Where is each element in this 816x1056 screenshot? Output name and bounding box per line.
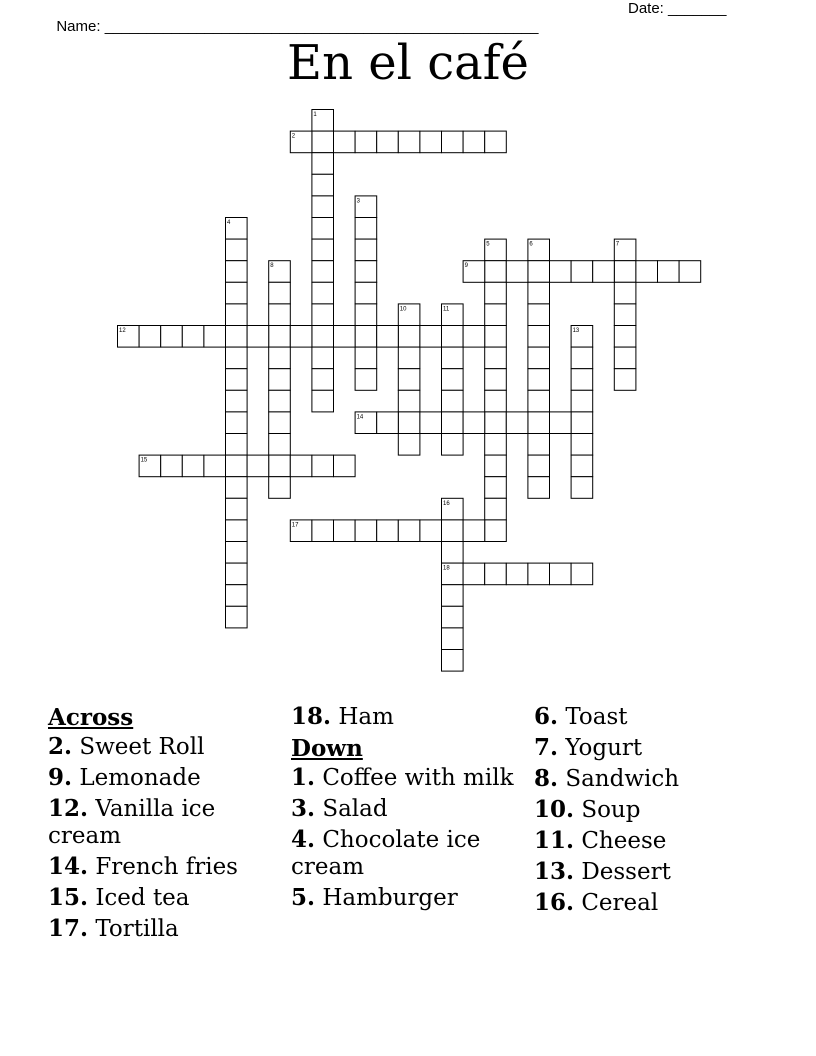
grid-cell[interactable] — [334, 455, 356, 477]
grid-cell[interactable] — [528, 347, 550, 369]
grid-cell[interactable] — [506, 412, 528, 434]
grid-cell[interactable] — [334, 520, 356, 542]
clue-number: 1. — [291, 764, 316, 791]
grid-cell[interactable] — [463, 131, 485, 153]
grid-cell[interactable] — [442, 390, 464, 412]
clue-text: Sweet Roll — [72, 734, 205, 760]
grid-cell[interactable] — [182, 326, 204, 348]
grid-cell[interactable] — [377, 326, 399, 348]
clue-down-4 — [291, 826, 521, 881]
clue-number-7: 7 — [615, 241, 620, 248]
grid-cell[interactable] — [247, 455, 269, 477]
grid-cell[interactable] — [614, 347, 636, 369]
clue-text: Soup — [574, 797, 641, 823]
grid-cell[interactable] — [442, 326, 464, 348]
grid-cell[interactable] — [398, 434, 420, 456]
grid-cell[interactable] — [269, 455, 291, 477]
grid-cell[interactable] — [463, 520, 485, 542]
clue-text: Sandwich — [558, 766, 680, 792]
grid-cell[interactable] — [355, 261, 377, 283]
clue-number-4: 4 — [227, 220, 231, 226]
grid-cell[interactable] — [355, 326, 377, 348]
grid-cell[interactable] — [442, 585, 464, 607]
clue-number: 4. — [291, 826, 316, 853]
grid-cell[interactable] — [226, 434, 248, 456]
grid-cell[interactable] — [312, 520, 334, 542]
grid-cell[interactable] — [528, 326, 550, 348]
clue-number: 17. — [48, 915, 89, 942]
clue-number: 2. — [48, 733, 73, 760]
grid-cell[interactable] — [247, 326, 269, 348]
clue-across-14 — [48, 853, 278, 881]
clue-number-13: 13 — [572, 328, 580, 334]
clue-text: Dessert — [574, 859, 671, 885]
clue-number: 18. — [291, 703, 332, 730]
grid-cell[interactable] — [398, 347, 420, 369]
grid-cell[interactable] — [312, 326, 334, 348]
grid-cell[interactable] — [506, 563, 528, 585]
clue-number: 10. — [534, 796, 575, 823]
grid-cell[interactable] — [442, 520, 464, 542]
clue-across-18 — [291, 703, 521, 731]
grid-cell[interactable] — [226, 606, 248, 628]
grid-cell[interactable] — [355, 369, 377, 391]
clue-number: 11. — [534, 827, 575, 854]
grid-cell[interactable] — [290, 326, 312, 348]
grid-cell[interactable] — [377, 520, 399, 542]
grid-cell[interactable] — [442, 434, 464, 456]
grid-cell[interactable] — [226, 520, 248, 542]
clue-number-17: 17 — [291, 522, 299, 529]
clue-text: Coffee with milk — [315, 765, 514, 791]
across-heading: Across — [48, 704, 134, 731]
clue-number-16: 16 — [443, 500, 450, 507]
clue-text: Tortilla — [88, 916, 179, 942]
grid-cell[interactable] — [226, 369, 248, 391]
clue-number-2: 2 — [291, 133, 296, 140]
grid-cell[interactable] — [571, 261, 593, 283]
grid-cell[interactable] — [204, 326, 226, 348]
grid-cell[interactable] — [269, 434, 291, 456]
clue-number-12: 12 — [119, 328, 126, 334]
grid-cell[interactable] — [485, 477, 507, 499]
grid-cell[interactable] — [485, 520, 507, 542]
grid-cell[interactable] — [355, 282, 377, 304]
grid-cell[interactable] — [571, 563, 593, 585]
grid-cell[interactable] — [161, 326, 183, 348]
grid-cell[interactable] — [312, 174, 334, 196]
grid-cell[interactable] — [485, 455, 507, 477]
grid-cell[interactable] — [550, 412, 572, 434]
grid-cell[interactable] — [226, 455, 248, 477]
grid-cell[interactable] — [269, 412, 291, 434]
clue-text: Salad — [315, 796, 388, 822]
page-title: En el café — [287, 35, 529, 91]
grid-cell[interactable] — [226, 412, 248, 434]
clue-number: 9. — [48, 764, 73, 791]
clue-down-10 — [534, 796, 764, 824]
grid-cell[interactable] — [506, 261, 528, 283]
grid-cell[interactable] — [679, 261, 701, 283]
grid-cell[interactable] — [571, 412, 593, 434]
grid-cell[interactable] — [377, 412, 399, 434]
clue-across-15 — [48, 884, 278, 912]
clue-number-18: 18 — [443, 565, 450, 572]
grid-cell[interactable] — [420, 326, 442, 348]
clue-number: 5. — [291, 884, 316, 911]
grid-cell[interactable] — [485, 390, 507, 412]
grid-cell[interactable] — [485, 369, 507, 391]
grid-cell[interactable] — [226, 390, 248, 412]
grid-cell[interactable] — [485, 347, 507, 369]
clue-column-1 — [48, 703, 278, 946]
grid-cell[interactable] — [398, 369, 420, 391]
clue-down-16 — [534, 889, 764, 917]
grid-cell[interactable] — [485, 498, 507, 520]
grid-cell[interactable] — [334, 326, 356, 348]
clue-down-7 — [534, 734, 764, 762]
clue-number: 13. — [534, 858, 575, 885]
clue-across-2 — [48, 733, 278, 761]
grid-cell[interactable] — [528, 261, 550, 283]
grid-cell[interactable] — [355, 131, 377, 153]
clue-down-6 — [534, 703, 764, 731]
name-field[interactable]: Name: ____________________________________________________ — [56, 18, 539, 35]
grid-cell[interactable] — [398, 131, 420, 153]
grid-cell[interactable] — [139, 326, 161, 348]
grid-cell[interactable] — [269, 326, 291, 348]
grid-cell[interactable] — [269, 477, 291, 499]
grid-cell[interactable] — [614, 282, 636, 304]
clue-across-9 — [48, 764, 278, 792]
grid-cell[interactable] — [269, 369, 291, 391]
grid-cell[interactable] — [658, 261, 680, 283]
grid-cell[interactable] — [442, 606, 464, 628]
grid-cell[interactable] — [463, 563, 485, 585]
clue-number: 12. — [48, 795, 89, 822]
grid-cell[interactable] — [269, 304, 291, 326]
grid-cell[interactable] — [312, 131, 334, 153]
grid-cell[interactable] — [528, 412, 550, 434]
clue-number-1: 1 — [313, 112, 317, 118]
clue-number: 15. — [48, 884, 89, 911]
grid-cell[interactable] — [463, 326, 485, 348]
grid-cell[interactable] — [312, 347, 334, 369]
grid-cell[interactable] — [398, 412, 420, 434]
clue-across-17 — [48, 915, 278, 943]
grid-cell[interactable] — [442, 650, 464, 672]
grid-cell[interactable] — [226, 542, 248, 564]
grid-cell[interactable] — [614, 261, 636, 283]
grid-cell[interactable] — [290, 455, 312, 477]
clue-across-12 — [48, 795, 278, 850]
grid-cell[interactable] — [571, 477, 593, 499]
grid-cell[interactable] — [528, 369, 550, 391]
grid-cell[interactable] — [571, 390, 593, 412]
grid-cell[interactable] — [312, 282, 334, 304]
grid-cell[interactable] — [269, 282, 291, 304]
grid-cell[interactable] — [442, 347, 464, 369]
grid-cell[interactable] — [550, 563, 572, 585]
clue-text: Yogurt — [558, 735, 643, 761]
grid-cell[interactable] — [485, 412, 507, 434]
clue-number-15: 15 — [140, 457, 148, 464]
grid-cell[interactable] — [226, 261, 248, 283]
grid-cell[interactable] — [485, 563, 507, 585]
grid-cell[interactable] — [398, 326, 420, 348]
date-field[interactable]: Date: _______ — [628, 0, 727, 17]
grid-cell[interactable] — [528, 304, 550, 326]
clue-column-2 — [291, 703, 521, 915]
grid-cell[interactable] — [312, 369, 334, 391]
clue-number: 16. — [534, 889, 575, 916]
clue-number: 7. — [534, 734, 559, 761]
grid-cell[interactable] — [420, 131, 442, 153]
grid-cell[interactable] — [636, 261, 658, 283]
grid-cell[interactable] — [442, 628, 464, 650]
grid-cell[interactable] — [571, 455, 593, 477]
down-heading: Down — [291, 735, 363, 762]
grid-cell[interactable] — [485, 326, 507, 348]
clue-text: Iced tea — [88, 885, 190, 911]
clue-text: Cereal — [574, 890, 659, 916]
grid-cell[interactable] — [528, 477, 550, 499]
clue-down-13 — [534, 858, 764, 886]
grid-cell[interactable] — [593, 261, 615, 283]
grid-cell[interactable] — [226, 239, 248, 261]
grid-cell[interactable] — [161, 455, 183, 477]
clue-number-6: 6 — [529, 241, 533, 248]
clue-number-11: 11 — [443, 306, 450, 313]
grid-cell[interactable] — [377, 131, 399, 153]
grid-cell[interactable] — [312, 153, 334, 175]
clue-number: 3. — [291, 795, 316, 822]
clue-text: Chocolate ice cream — [291, 827, 481, 880]
clue-column-3 — [534, 703, 764, 920]
clue-number-8: 8 — [270, 263, 274, 270]
clue-down-5 — [291, 884, 521, 912]
clue-number-10: 10 — [399, 306, 407, 313]
clue-number-9: 9 — [464, 263, 468, 270]
clue-text: Cheese — [574, 828, 667, 854]
grid-cell[interactable] — [571, 434, 593, 456]
grid-cell[interactable] — [226, 563, 248, 585]
grid-cell[interactable] — [334, 131, 356, 153]
grid-cell[interactable] — [614, 326, 636, 348]
grid-cell[interactable] — [355, 347, 377, 369]
grid-cell[interactable] — [442, 369, 464, 391]
grid-cell[interactable] — [485, 131, 507, 153]
clue-text: Toast — [558, 704, 628, 730]
grid-cell[interactable] — [398, 390, 420, 412]
grid-cell[interactable] — [312, 455, 334, 477]
grid-cell[interactable] — [442, 542, 464, 564]
grid-cell[interactable] — [571, 347, 593, 369]
grid-cell[interactable] — [528, 563, 550, 585]
grid-cell[interactable] — [528, 455, 550, 477]
grid-cell[interactable] — [182, 455, 204, 477]
grid-cell[interactable] — [463, 412, 485, 434]
grid-cell[interactable] — [226, 282, 248, 304]
clue-down-11 — [534, 827, 764, 855]
grid-cell[interactable] — [398, 520, 420, 542]
grid-cell[interactable] — [528, 390, 550, 412]
clue-text: Lemonade — [72, 765, 201, 791]
clue-text: Hamburger — [315, 885, 458, 911]
grid-cell[interactable] — [226, 304, 248, 326]
clue-text: Vanilla ice cream — [48, 796, 216, 849]
grid-cell[interactable] — [269, 347, 291, 369]
grid-cell[interactable] — [485, 282, 507, 304]
clue-text: French fries — [88, 854, 238, 880]
grid-cell[interactable] — [485, 434, 507, 456]
grid-cell[interactable] — [226, 326, 248, 348]
clue-down-8 — [534, 765, 764, 793]
grid-cell[interactable] — [442, 131, 464, 153]
grid-cell[interactable] — [614, 369, 636, 391]
grid-cell[interactable] — [226, 498, 248, 520]
clue-text: Ham — [331, 704, 394, 730]
grid-cell[interactable] — [442, 412, 464, 434]
grid-cell[interactable] — [312, 196, 334, 218]
grid-cell[interactable] — [312, 304, 334, 326]
clue-number: 8. — [534, 765, 559, 792]
grid-cell[interactable] — [571, 369, 593, 391]
clue-number-5: 5 — [486, 241, 490, 248]
clue-down-3 — [291, 795, 521, 823]
grid-cell[interactable] — [355, 520, 377, 542]
clue-number: 14. — [48, 853, 89, 880]
grid-cell[interactable] — [528, 282, 550, 304]
grid-cell[interactable] — [312, 239, 334, 261]
grid-cell[interactable] — [528, 434, 550, 456]
grid-cell[interactable] — [355, 239, 377, 261]
grid-cell[interactable] — [355, 218, 377, 240]
grid-cell[interactable] — [420, 412, 442, 434]
grid-cell[interactable] — [550, 261, 572, 283]
clue-number-14: 14 — [356, 414, 364, 421]
grid-cell[interactable] — [226, 585, 248, 607]
grid-cell[interactable] — [312, 218, 334, 240]
grid-cell[interactable] — [614, 304, 636, 326]
grid-cell[interactable] — [312, 390, 334, 412]
clue-number-3: 3 — [356, 198, 360, 205]
grid-cell[interactable] — [226, 347, 248, 369]
grid-cell[interactable] — [485, 304, 507, 326]
grid-cell[interactable] — [226, 477, 248, 499]
grid-cell[interactable] — [269, 390, 291, 412]
clue-number: 6. — [534, 703, 559, 730]
grid-cell[interactable] — [420, 520, 442, 542]
clue-down-1 — [291, 764, 521, 792]
grid-cell[interactable] — [485, 261, 507, 283]
grid-cell[interactable] — [204, 455, 226, 477]
grid-cell[interactable] — [312, 261, 334, 283]
grid-cell[interactable] — [355, 304, 377, 326]
